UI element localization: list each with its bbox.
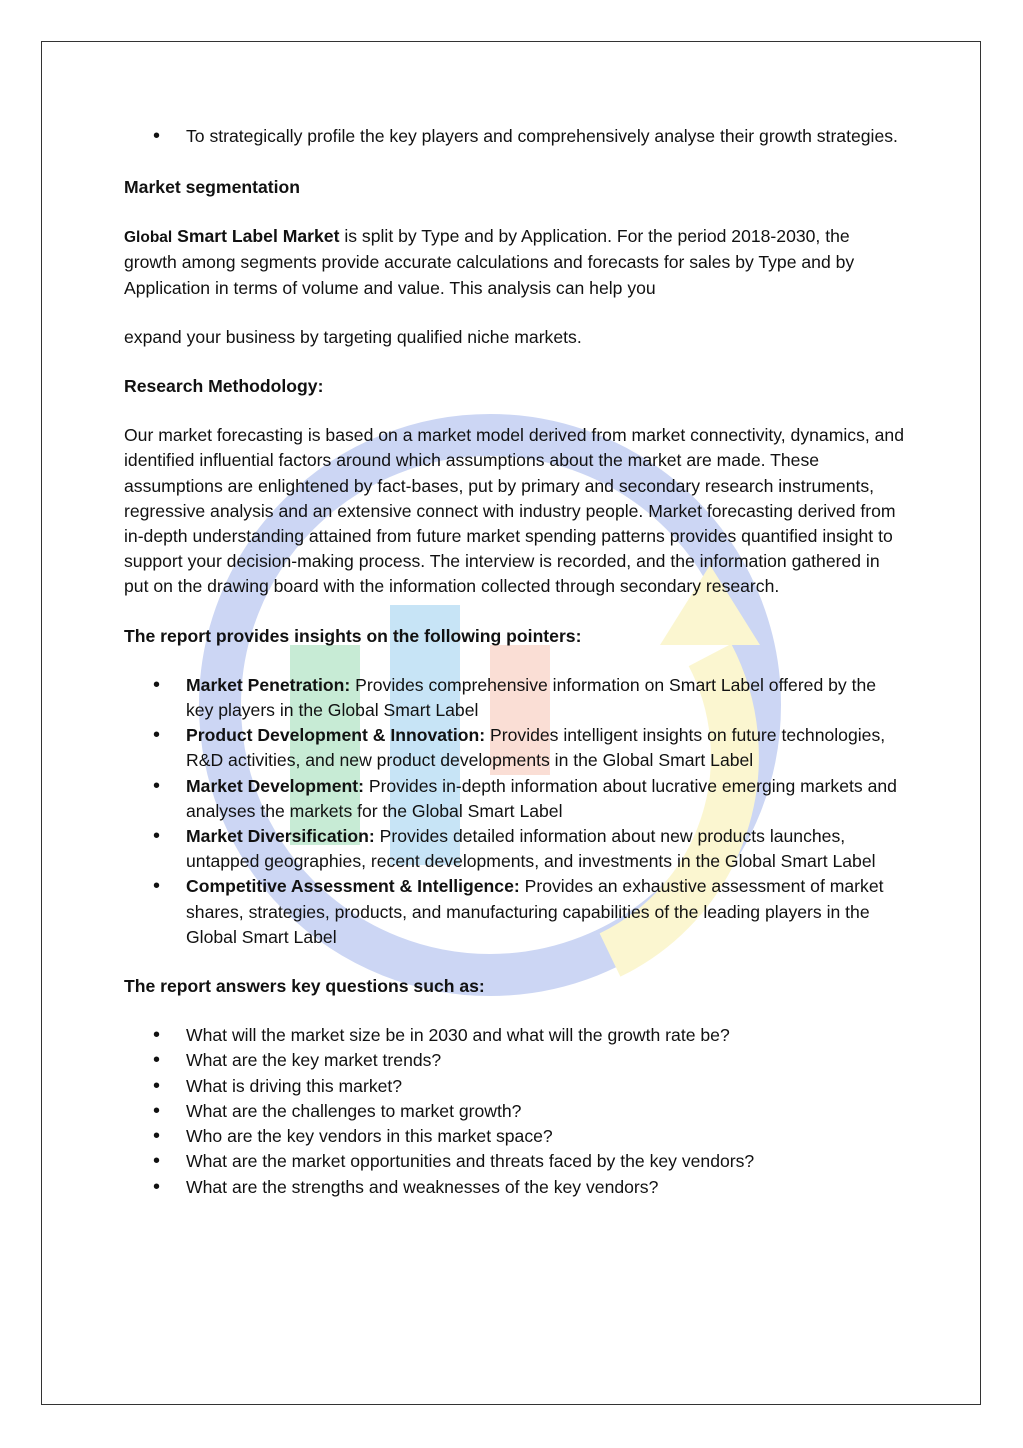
insight-text: Provides intelligent insights on future technologies, R&D activities, and new product developments in the Global Smart Label — [186, 725, 886, 771]
list-item: • What will the market size be in 2030 and what will the growth rate be? — [124, 1023, 904, 1048]
list-item: • To strategically profile the key players and comprehensively analyse their growth strategies. — [124, 122, 904, 151]
segmentation-paragraph-2: expand your business by targeting qualified niche markets. — [124, 326, 582, 347]
segmentation-body: is split by Type and by Application. For the period 2018-2030, the growth among segments provide accurate calculations and forecasts for sales by Type and by Application in terms of volume and value. This analysis can help you — [124, 226, 855, 298]
insights-list — [124, 673, 904, 950]
insight-label: Market Diversification: — [186, 826, 375, 847]
document-body — [124, 122, 904, 1200]
list-item: • What are the market opportunities and threats faced by the key vendors? — [124, 1149, 904, 1174]
segmentation-lead-bold: Smart Label Market — [172, 226, 340, 247]
list-item: • Who are the key vendors in this market space? — [124, 1124, 904, 1149]
list-item — [124, 774, 904, 824]
insight-text: Provides comprehensive information on Smart Label offered by the key players in the Global Smart Label — [186, 674, 877, 721]
segmentation-heading: Market segmentation — [124, 177, 300, 197]
list-item: • What is driving this market? — [124, 1074, 904, 1099]
list-item — [124, 874, 904, 950]
segmentation-lead-small: Global — [124, 229, 173, 247]
list-item: • What are the key market trends? — [124, 1048, 904, 1073]
insight-text: Provides an exhaustive assessment of market shares, strategies, products, and manufacturing capabilities of the leading players in the Global Smart Label — [186, 876, 884, 947]
insight-label: Market Development: — [186, 775, 364, 796]
questions-heading: The report answers key questions such as: — [124, 976, 485, 997]
insight-text: Provides detailed information about new products launches, untapped geographies, recent developments, and investments in the Global Smart Label — [186, 826, 876, 872]
list-item — [124, 673, 904, 723]
questions-list — [124, 1023, 904, 1199]
insights-heading: The report provides insights on the following pointers: — [124, 625, 582, 646]
segmentation-paragraph — [124, 224, 904, 301]
list-item: • What are the challenges to market growth? — [124, 1099, 904, 1124]
methodology-heading: Research Methodology: — [124, 376, 324, 397]
methodology-paragraph: Our market forecasting is based on a market model derived from market connectivity, dynamics, and identified influential factors around which assumptions about the market are made. These assumptions are enlightened by fact-bases, put by primary and secondary research instruments, regressive analysis and an extensive connect with industry people. Market forecasting derived from in-depth understanding attained from future market spending patterns provides quantified insight to support your decision-making process. The interview is recorded, and the information gathered in put on the drawing board with the information collected through secondary research. — [124, 425, 904, 597]
insight-label: Competitive Assessment & Intelligence: — [186, 876, 520, 897]
insight-label: Market Penetration: — [186, 674, 351, 695]
list-item — [124, 824, 904, 874]
list-item — [124, 723, 904, 773]
intro-list — [124, 122, 904, 151]
insight-text: Provides in-depth information about lucrative emerging markets and analyses the markets for the Global Smart Label — [186, 775, 897, 821]
insight-label: Product Development & Innovation: — [186, 725, 486, 746]
list-item: • What are the strengths and weaknesses of the key vendors? — [124, 1175, 904, 1200]
